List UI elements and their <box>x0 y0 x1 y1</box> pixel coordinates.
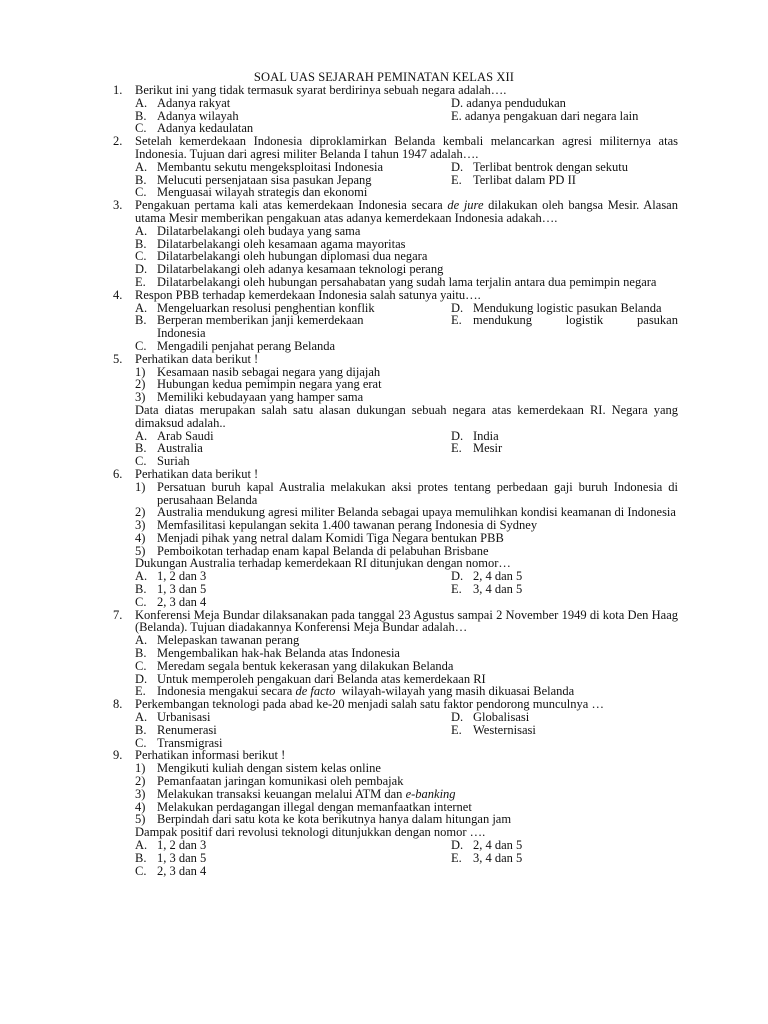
option-a: Urbanisasi <box>157 710 211 725</box>
question-text: Perhatikan data berikut ! <box>135 466 259 481</box>
option-c: Meredam segala bentuk kekerasan yang dilakukan Belanda <box>157 658 454 673</box>
option-a: Adanya rakyat <box>157 95 231 110</box>
option-e: 3, 4 dan 5 <box>473 850 523 865</box>
option-d: 2, 4 dan 5 <box>473 569 523 584</box>
option-b: 1, 3 dan 5 <box>157 850 207 865</box>
option-e: E. mendukung logistik pasukan <box>451 313 678 328</box>
option-c: 2, 3 dan 4 <box>157 594 207 609</box>
option-e: Mesir <box>473 441 503 456</box>
option-c: Transmigrasi <box>157 735 223 750</box>
option-b: Renumerasi <box>157 722 217 737</box>
data-item: Memiliki kebudayaan yang hamper sama <box>157 390 364 405</box>
option-c: 2, 3 dan 4 <box>157 863 207 878</box>
option-d: India <box>473 428 499 443</box>
option-d: Untuk memperoleh pengakuan dari Belanda atas kemerdekaan RI <box>157 671 486 686</box>
data-item: Menjadi pihak yang netral dalam Komidi Tiga Negara bentukan PBB <box>157 530 504 545</box>
option-d: Mendukung logistic pasukan Belanda <box>473 300 662 315</box>
option-a: 1, 2 dan 3 <box>157 569 207 584</box>
option-b: Dilatarbelakangi oleh kesamaan agama mayoritas <box>157 236 406 251</box>
question-number: 5. <box>113 351 123 366</box>
option-c: Dilatarbelakangi oleh hubungan diplomasi dua negara <box>157 249 428 264</box>
question-list <box>113 84 678 877</box>
question-number: 2. <box>113 134 123 149</box>
option-e: E. adanya pengakuan dari negara lain <box>451 108 639 123</box>
question-2: 2. Setelah kemerdekaan Indonesia diproklamirkan Belanda kembali melancarkan agresi militernya atas Indonesia. Tujuan dari agresi militer Belanda I tahun 1947 adalah…. A. Membantu sekutu mengeksploitasi Indonesia D. Terlibat bentrok dengan sekutu B. Melucuti persenjataan sisa pasukan Jepang E. Terlibat dalam PD II C. Menguasai wilayah strategis dan ekonomi <box>113 134 678 200</box>
question-number: 8. <box>113 697 123 712</box>
option-b: Mengembalikan hak-hak Belanda atas Indonesia <box>157 646 400 661</box>
question-6: 6. Perhatikan data berikut ! 1) Persatuan buruh kapal Australia melakukan aksi protes tentang perbedaan gaji buruh Indonesia di perusahaan Belanda 2) Australia mendukung agresi militer Belanda sebagai upaya memulihkan kondisi keamanan di Indonesia 3) Memfasilitasi kepulangan sekita 1.400 tawanan perang Indonesia di Sydney 4) Menjadi pihak yang netral dalam Komidi Tiga Negara bentukan PBB 5) Pemboikotan terhadap enam kapal Belanda di pelabuhan Brisbane Dukungan Australia terhadap kemerdekaan RI ditunjukan dengan nomor… A. 1, 2 dan 3 D. 2, 4 dan 5 B. 1, 3 dan 5 E. 3, 4 dan 5 C. 2, 3 dan 4 <box>113 466 678 609</box>
question-text: Respon PBB terhadap kemerdekaan Indonesia salah satunya yaitu…. <box>135 287 481 302</box>
option-a: Membantu sekutu mengeksploitasi Indonesia <box>157 159 384 174</box>
option-b: Melucuti persenjataan sisa pasukan Jepang <box>157 172 372 187</box>
option-a: Mengeluarkan resolusi penghentian konflik <box>157 300 375 315</box>
data-item: Hubungan kedua pemimpin negara yang erat <box>157 377 382 392</box>
option-c: Suriah <box>157 454 190 469</box>
option-a: Arab Saudi <box>157 428 214 443</box>
data-item: Pemanfaatan jaringan komunikasi oleh pembajak <box>157 774 404 789</box>
data-item: Melakukan transaksi keuangan melalui ATM dan e-banking <box>157 786 456 801</box>
question-stem: Dampak positif dari revolusi teknologi ditunjukkan dengan nomor …. <box>135 825 486 840</box>
option-d: 2, 4 dan 5 <box>473 838 523 853</box>
option-c: Menguasai wilayah strategis dan ekonomi <box>157 185 368 200</box>
question-number: 7. <box>113 607 123 622</box>
question-number: 1. <box>113 83 123 97</box>
question-text: Perkembangan teknologi pada abad ke-20 menjadi salah satu faktor pendorong munculnya … <box>135 697 604 712</box>
data-item: Mengikuti kuliah dengan sistem kelas online <box>157 761 381 776</box>
question-8: 8. Perkembangan teknologi pada abad ke-20 menjadi salah satu faktor pendorong munculnya … A. Urbanisasi D. Globalisasi B. Renumerasi E. Westernisasi C. Transmigrasi <box>113 698 678 749</box>
question-7: 7. Konferensi Meja Bundar dilaksanakan pada tanggal 23 Agustus sampai 2 November 1949 di kota Den Haag (Belanda). Tujuan diadakannya Konferensi Meja Bundar adalah… A. Melepaskan tawanan perang B. Mengembalikan hak-hak Belanda atas Indonesia C. Meredam segala bentuk kekerasan yang dilakukan Belanda D. Untuk memperoleh pengakuan dari Belanda atas kemerdekaan RI E. Indonesia mengakui secara de facto wilayah-wilayah yang masih dikuasai Belanda <box>113 607 678 699</box>
option-b-continued: Indonesia <box>157 326 206 341</box>
option-d: Dilatarbelakangi oleh adanya kesamaan teknologi perang <box>157 262 444 277</box>
question-text: Perhatikan data berikut ! <box>135 351 259 366</box>
question-number: 3. <box>113 198 123 213</box>
question-5: 5. Perhatikan data berikut ! 1) Kesamaan nasib sebagai negara yang dijajah 2) Hubungan kedua pemimpin negara yang erat 3) Memiliki kebudayaan yang hamper sama Data diatas merupakan salah satu alasan dukungan sebuah negara atas kemerdekaan RI. Negara yang dimaksud adalah.. A. Arab Saudi D. India B. Australia E. Mesir C. Suriah <box>113 351 678 469</box>
data-item: Melakukan perdagangan illegal dengan memanfaatkan internet <box>157 799 472 814</box>
option-d: Terlibat bentrok dengan sekutu <box>473 159 628 174</box>
option-e: Terlibat dalam PD II <box>473 172 576 187</box>
option-a: Melepaskan tawanan perang <box>157 633 300 648</box>
page-title: SOAL UAS SEJARAH PEMINATAN KELAS XII <box>253 70 515 84</box>
option-b: Adanya wilayah <box>157 108 239 123</box>
option-b: Berperan memberikan janji kemerdekaan <box>157 313 364 328</box>
option-a: Dilatarbelakangi oleh budaya yang sama <box>157 223 361 238</box>
question-stem: Dukungan Australia terhadap kemerdekaan RI ditunjukan dengan nomor… <box>135 556 511 571</box>
option-c: Mengadili penjahat perang Belanda <box>157 338 336 353</box>
question-text: Setelah kemerdekaan Indonesia diproklamirkan Belanda kembali melancarkan agresi militernya atas Indonesia. Tujuan dari agresi militer Belanda I tahun 1947 adalah…. <box>135 134 678 161</box>
question-9: 9. Perhatikan informasi berikut ! 1) Mengikuti kuliah dengan sistem kelas online 2) Pemanfaatan jaringan komunikasi oleh pembajak 3) Melakukan transaksi keuangan melalui ATM dan e-banking 4) Melakukan perdagangan illegal dengan memanfaatkan internet 5) Berpindah dari satu kota ke kota berikutnya hanya dalam hitungan jam Dampak positif dari revolusi teknologi ditunjukkan dengan nomor …. A. 1, 2 dan 3 D. 2, 4 dan 5 B. 1, 3 dan 5 E. 3, 4 dan 5 C. 2, 3 dan 4 <box>113 749 678 877</box>
data-item: Memfasilitasi kepulangan sekita 1.400 tawanan perang Indonesia di Sydney <box>157 518 538 533</box>
question-number: 9. <box>113 748 123 763</box>
data-item: Australia mendukung agresi militer Belanda sebagai upaya memulihkan kondisi keamanan di Indonesia <box>157 505 676 520</box>
question-text: Pengakuan pertama kali atas kemerdekaan Indonesia secara de jure dilakukan oleh bangsa Mesir. Alasan utama Mesir memberikan pengakuan atas adanya kemerdekaan Indonesia adakah…. <box>135 198 678 225</box>
option-a: 1, 2 dan 3 <box>157 838 207 853</box>
option-b: 1, 3 dan 5 <box>157 582 207 597</box>
question-number: 4. <box>113 287 123 302</box>
question-1: 1. Berikut ini yang tidak termasuk syarat berdirinya sebuah negara adalah…. A. Adanya rakyat D. adanya pendudukan B. Adanya wilayah E. adanya pengakuan dari negara lain C. Adanya kedaulatan <box>113 84 678 135</box>
data-item: Berpindah dari satu kota ke kota berikutnya hanya dalam hitungan jam <box>157 812 512 827</box>
option-b: Australia <box>157 441 203 456</box>
question-text: Berikut ini yang tidak termasuk syarat berdirinya sebuah negara adalah…. <box>135 83 507 97</box>
option-d: Globalisasi <box>473 710 530 725</box>
option-c: Adanya kedaulatan <box>157 121 254 136</box>
data-item: Persatuan buruh kapal Australia melakukan aksi protes tentang perbedaan gaji buruh Indonesia di perusahaan Belanda <box>157 479 678 507</box>
question-3: 3. Pengakuan pertama kali atas kemerdekaan Indonesia secara de jure dilakukan oleh bangsa Mesir. Alasan utama Mesir memberikan pengakuan atas adanya kemerdekaan Indonesia adakah…. A. Dilatarbelakangi oleh budaya yang sama B. Dilatarbelakangi oleh kesamaan agama mayoritas C. Dilatarbelakangi oleh hubungan diplomasi dua negara D. Dilatarbelakangi oleh adanya kesamaan teknologi perang E. Dilatarbelakangi oleh hubungan persahabatan yang sudah lama terjalin antara dua pemimpin negara <box>113 198 678 289</box>
question-stem: Data diatas merupakan salah satu alasan dukungan sebuah negara atas kemerdekaan RI. Negara yang dimaksud adalah.. <box>135 402 678 430</box>
option-e: Indonesia mengakui secara de facto wilayah-wilayah yang masih dikuasai Belanda <box>157 684 575 699</box>
option-e: Westernisasi <box>473 722 536 737</box>
data-item: Pemboikotan terhadap enam kapal Belanda di pelabuhan Brisbane <box>157 543 489 558</box>
option-d: D. adanya pendudukan <box>451 95 566 110</box>
question-number: 6. <box>113 466 123 481</box>
data-item: Kesamaan nasib sebagai negara yang dijajah <box>157 364 381 379</box>
question-text: Konferensi Meja Bundar dilaksanakan pada tanggal 23 Agustus sampai 2 November 1949 di kota Den Haag (Belanda). Tujuan diadakannya Konferensi Meja Bundar adalah… <box>135 607 678 635</box>
question-4: 4. Respon PBB terhadap kemerdekaan Indonesia salah satunya yaitu…. A. Mengeluarkan resolusi penghentian konflik D. Mendukung logistic pasukan Belanda B. Berperan memberikan janji kemerdekaan E. mendukung logistik pasukan Indonesia C. Mengadili penjahat perang Belanda <box>113 287 678 353</box>
option-e: 3, 4 dan 5 <box>473 582 523 597</box>
question-text: Perhatikan informasi berikut ! <box>135 748 286 763</box>
option-e: Dilatarbelakangi oleh hubungan persahabatan yang sudah lama terjalin antara dua pemimpin negara <box>157 274 657 289</box>
